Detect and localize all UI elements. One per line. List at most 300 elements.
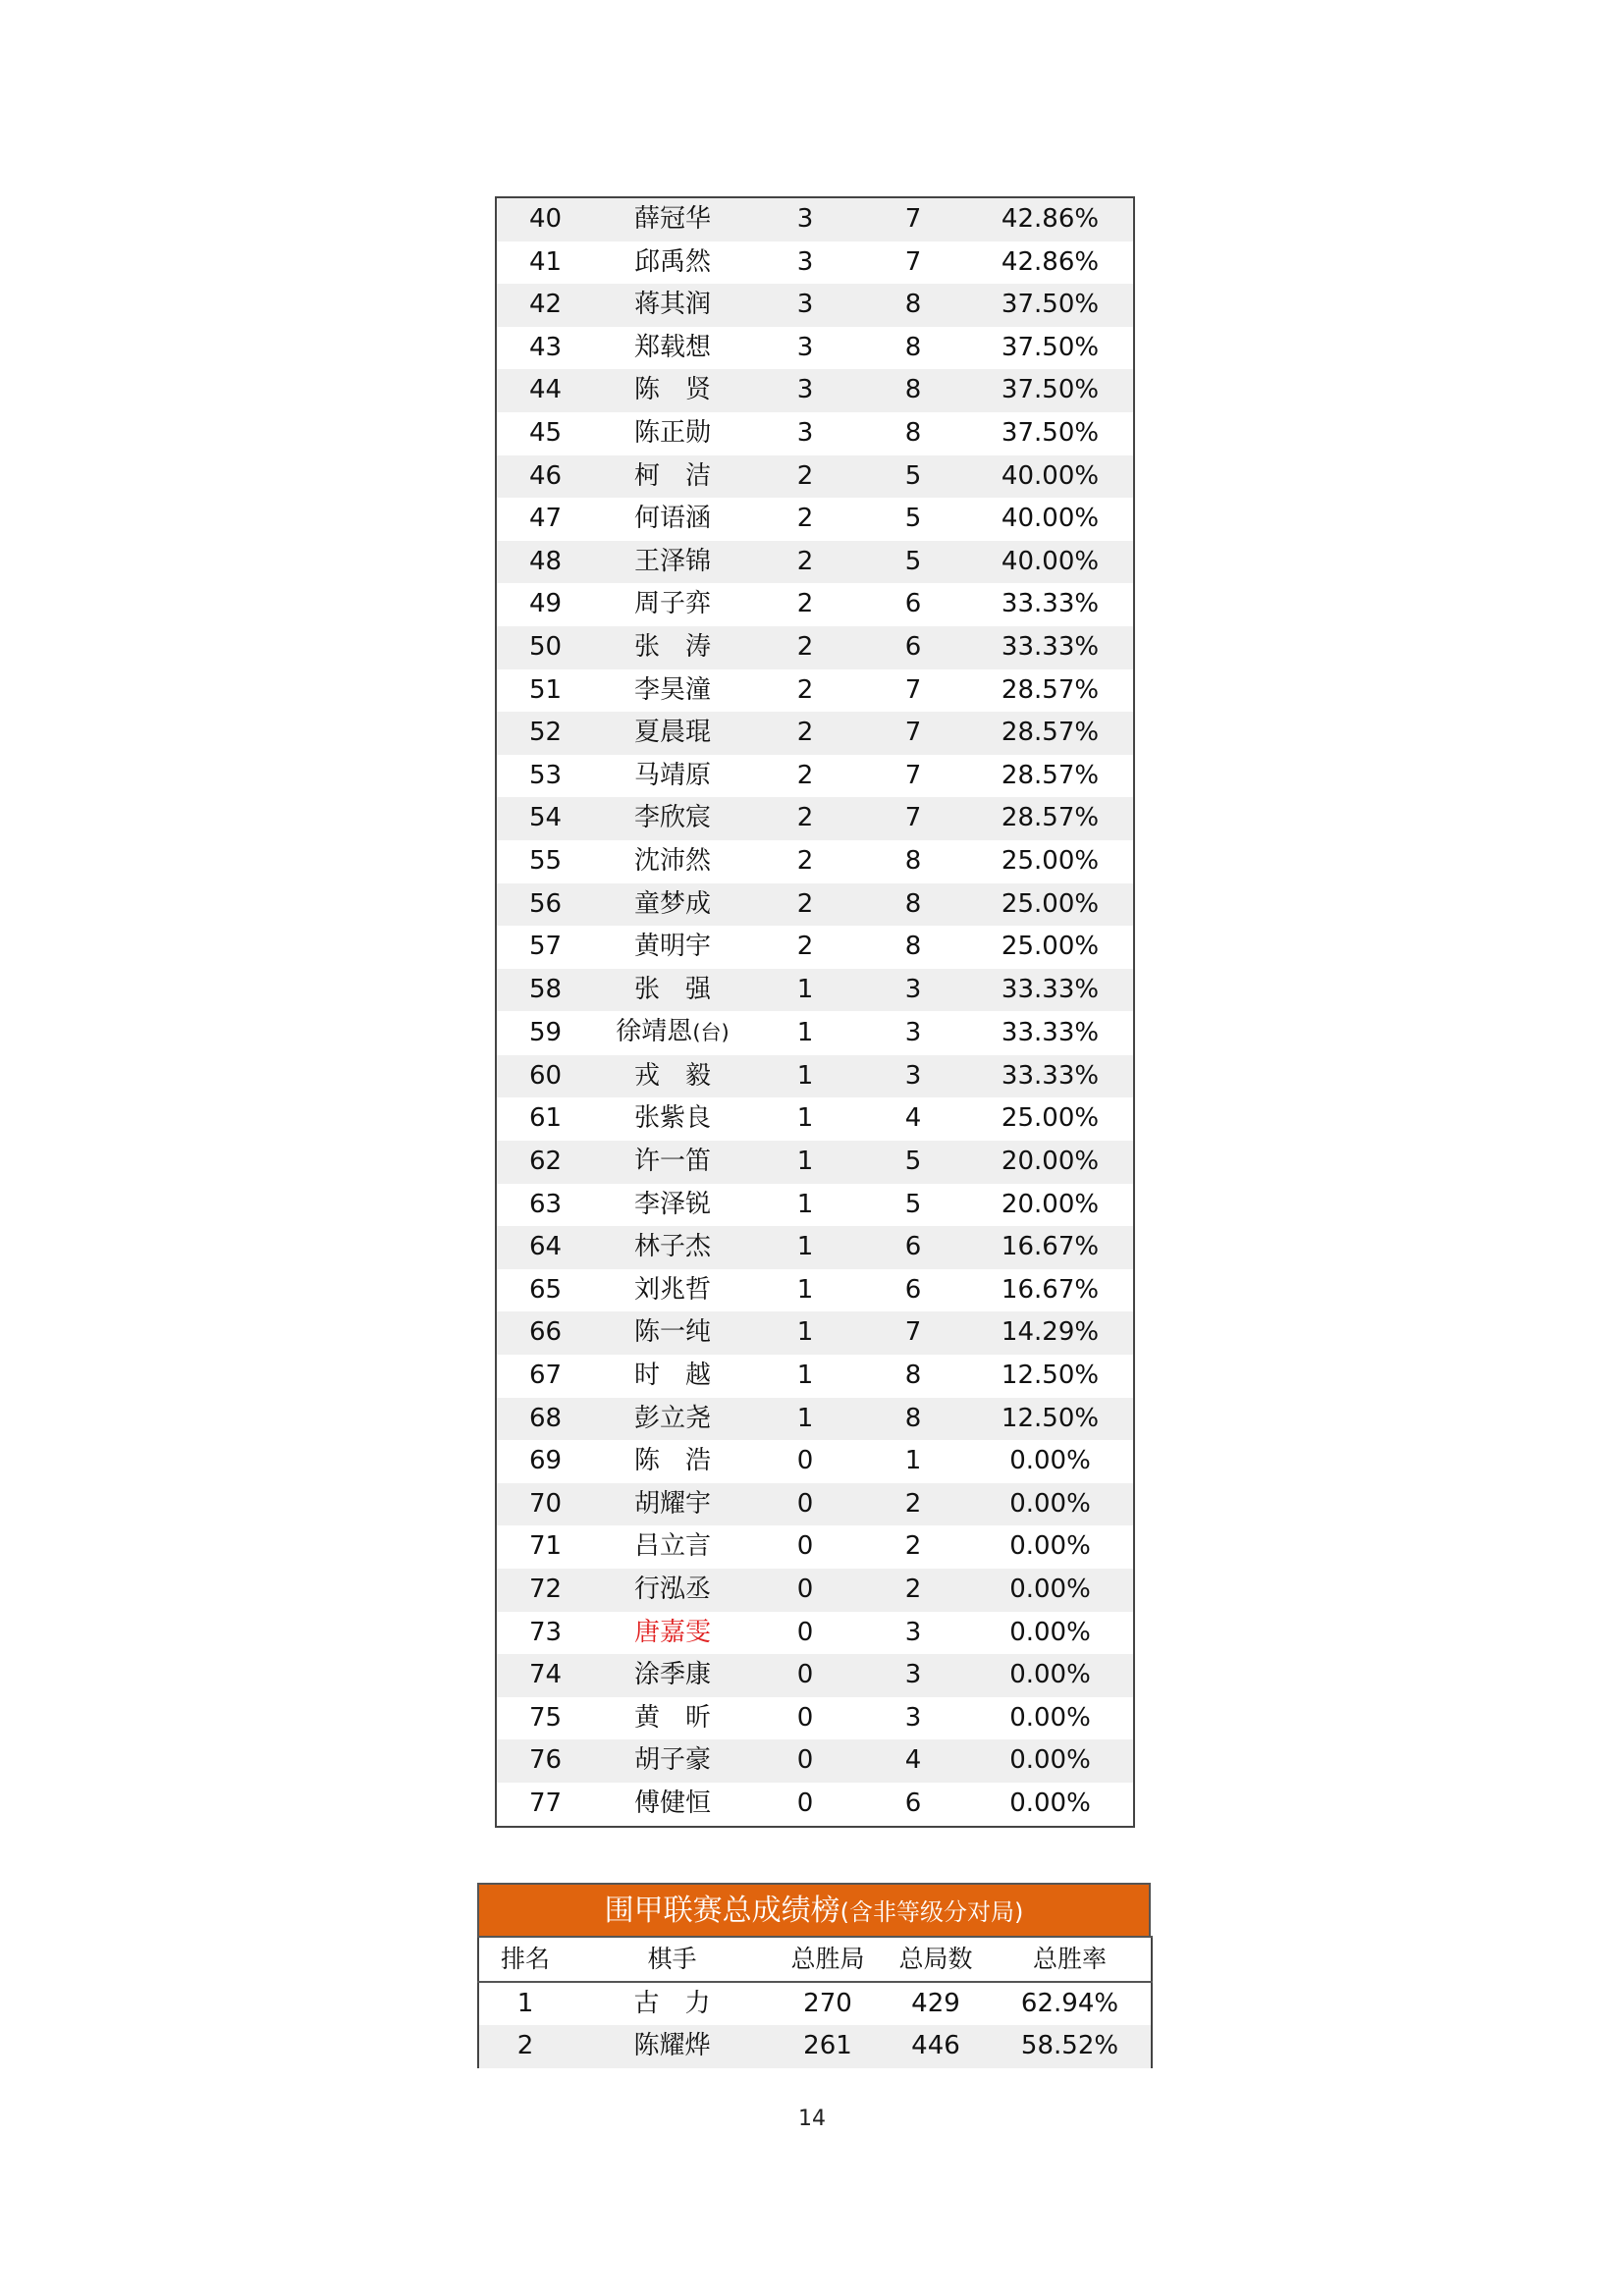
cell-rank: 2 xyxy=(478,2025,571,2068)
table-row xyxy=(496,1612,1134,1655)
cell-games xyxy=(859,583,967,626)
cell-rank-text: 47 xyxy=(528,504,563,534)
cell-rate xyxy=(967,712,1134,755)
cell-wins xyxy=(751,712,859,755)
table-row xyxy=(496,626,1134,669)
cell-wins-text: 0 xyxy=(796,1660,814,1690)
table-row xyxy=(496,1483,1134,1526)
cell-rate-text: 37.50% xyxy=(1001,417,1100,448)
cell-games-text: 6 xyxy=(904,631,922,662)
cell-wins xyxy=(751,1483,859,1526)
cell-player xyxy=(594,712,751,755)
cell-rank-text: 56 xyxy=(528,888,563,919)
cell-rank-text: 73 xyxy=(528,1617,563,1647)
cell-rate xyxy=(967,755,1134,798)
cell-rate xyxy=(967,1654,1134,1697)
cell-games-text: 5 xyxy=(904,1147,922,1177)
cell-player-text: 傅健恒 xyxy=(633,1788,711,1818)
cell-player xyxy=(594,1525,751,1569)
cell-player-text: 陈 贤 xyxy=(633,375,711,405)
cell-rank-text: 61 xyxy=(528,1103,563,1134)
cell-rate xyxy=(967,969,1134,1012)
cell-games-text: 1 xyxy=(904,1446,922,1476)
cell-player-text: 李泽锐 xyxy=(633,1189,711,1219)
cell-games xyxy=(859,755,967,798)
cell-rate-text: 37.50% xyxy=(1001,375,1100,405)
table-row xyxy=(496,1184,1134,1227)
cell-rank xyxy=(496,583,594,626)
cell-player-text: 陈正勋 xyxy=(633,417,711,448)
cell-wins-text: 2 xyxy=(796,803,814,833)
cell-games xyxy=(859,797,967,840)
cell-rank xyxy=(496,1525,594,1569)
cell-player xyxy=(594,541,751,584)
cell-player xyxy=(594,583,751,626)
cell-player-text: 李欣宸 xyxy=(633,803,711,833)
table-row xyxy=(496,1011,1134,1055)
cell-wins: 261 xyxy=(773,2025,883,2068)
cell-rank-text: 67 xyxy=(528,1361,563,1391)
cell-games: 446 xyxy=(883,2025,989,2068)
cell-games-text: 7 xyxy=(904,760,922,790)
cell-rank-text: 63 xyxy=(528,1189,563,1219)
cell-games xyxy=(859,669,967,713)
cell-player xyxy=(594,1697,751,1740)
cell-rank xyxy=(496,1269,594,1312)
cell-games xyxy=(859,1011,967,1055)
cell-player xyxy=(594,1055,751,1098)
cell-wins xyxy=(751,1141,859,1184)
cell-rank-text: 42 xyxy=(528,290,563,320)
cell-rank-text: 52 xyxy=(528,718,563,748)
region-tag: (台) xyxy=(692,1021,730,1045)
cell-rate xyxy=(967,1355,1134,1398)
cell-wins xyxy=(751,1697,859,1740)
cell-rank-text: 58 xyxy=(528,974,563,1004)
cell-rate-text: 25.00% xyxy=(1001,845,1100,876)
cell-wins-text: 3 xyxy=(796,246,814,277)
cell-games-text: 7 xyxy=(904,1317,922,1348)
cell-rate xyxy=(967,1612,1134,1655)
cell-games xyxy=(859,1398,967,1441)
cell-wins xyxy=(751,1398,859,1441)
cell-wins xyxy=(751,369,859,412)
cell-rank xyxy=(496,241,594,285)
cell-player-text: 彭立尧 xyxy=(633,1403,711,1433)
cell-wins xyxy=(751,1355,859,1398)
cell-wins xyxy=(751,1612,859,1655)
cell-player-text: 陈一纯 xyxy=(633,1317,711,1348)
cell-games-text: 7 xyxy=(904,674,922,705)
cell-games xyxy=(859,1739,967,1783)
cell-player xyxy=(594,1226,751,1269)
cell-wins-text: 0 xyxy=(796,1446,814,1476)
cell-games-text: 6 xyxy=(904,589,922,619)
cell-rank xyxy=(496,1055,594,1098)
cell-player xyxy=(594,1612,751,1655)
table-row xyxy=(496,197,1134,241)
cell-wins-text: 0 xyxy=(796,1745,814,1776)
cell-rate xyxy=(967,412,1134,455)
cell-games-text: 3 xyxy=(904,974,922,1004)
cell-rank-text: 45 xyxy=(528,417,563,448)
cell-rank-text: 40 xyxy=(528,204,563,234)
cell-rank xyxy=(496,669,594,713)
table-row xyxy=(496,1097,1134,1141)
cell-games xyxy=(859,1440,967,1483)
cell-rank-text: 66 xyxy=(528,1317,563,1348)
cell-games-text: 8 xyxy=(904,932,922,962)
cell-rank xyxy=(496,327,594,370)
cell-rank xyxy=(496,1355,594,1398)
cell-player-text: 薛冠华 xyxy=(633,204,711,234)
cell-rate xyxy=(967,1269,1134,1312)
cell-player-text: 周子弈 xyxy=(633,589,711,619)
table-row xyxy=(496,1355,1134,1398)
cell-games xyxy=(859,626,967,669)
cell-games-text: 8 xyxy=(904,375,922,405)
cell-wins-text: 2 xyxy=(796,674,814,705)
cell-wins xyxy=(751,412,859,455)
cell-rank-text: 64 xyxy=(528,1232,563,1262)
title-sub: (含非等级分对局) xyxy=(839,1898,1024,1926)
table-row xyxy=(496,583,1134,626)
cell-rate-text: 25.00% xyxy=(1001,888,1100,919)
cell-wins-text: 2 xyxy=(796,460,814,491)
table-row xyxy=(496,1226,1134,1269)
cell-games-text: 8 xyxy=(904,1403,922,1433)
cell-rank-text: 55 xyxy=(528,845,563,876)
table-header-row xyxy=(478,1937,1152,1982)
cell-wins xyxy=(751,883,859,927)
cell-games-text: 4 xyxy=(904,1103,922,1134)
table-row xyxy=(496,1398,1134,1441)
cell-rank xyxy=(496,626,594,669)
cell-games xyxy=(859,1184,967,1227)
cell-rate-text: 0.00% xyxy=(1009,1446,1091,1476)
cell-games xyxy=(859,412,967,455)
cell-rank xyxy=(496,926,594,969)
table-row xyxy=(478,1982,1152,2026)
cell-player: 古 力 xyxy=(571,1982,773,2026)
cell-player xyxy=(594,1141,751,1184)
cell-wins xyxy=(751,669,859,713)
cell-player-text: 柯 洁 xyxy=(633,460,711,491)
cell-games-text: 7 xyxy=(904,246,922,277)
cell-wins xyxy=(751,583,859,626)
cell-rate-text: 0.00% xyxy=(1009,1788,1091,1818)
cell-games-text: 6 xyxy=(904,1788,922,1818)
cell-rate-text: 0.00% xyxy=(1009,1488,1091,1519)
cell-player xyxy=(594,498,751,541)
cell-games-text: 5 xyxy=(904,460,922,491)
cell-rate-text: 0.00% xyxy=(1009,1660,1091,1690)
cell-player-text: 戎 毅 xyxy=(633,1060,711,1091)
cell-rate-text: 33.33% xyxy=(1001,1060,1100,1091)
header-wins: 总胜局 xyxy=(773,1937,883,1982)
cell-rank xyxy=(496,498,594,541)
cell-games xyxy=(859,840,967,883)
cell-rate-text: 40.00% xyxy=(1001,546,1100,576)
cell-rank: 1 xyxy=(478,1982,571,2026)
cell-player xyxy=(594,797,751,840)
cell-games xyxy=(859,1569,967,1612)
cell-player xyxy=(594,197,751,241)
table-row xyxy=(496,1783,1134,1827)
cell-wins-text: 1 xyxy=(796,1232,814,1262)
cell-rate xyxy=(967,1141,1134,1184)
cell-rate-text: 40.00% xyxy=(1001,504,1100,534)
cell-wins-text: 2 xyxy=(796,546,814,576)
cell-rank xyxy=(496,712,594,755)
table-row xyxy=(496,1055,1134,1098)
cell-wins-text: 1 xyxy=(796,1317,814,1348)
cell-games xyxy=(859,1525,967,1569)
cell-games xyxy=(859,1097,967,1141)
table-row xyxy=(496,1654,1134,1697)
cell-games xyxy=(859,1055,967,1098)
cell-rate: 62.94% xyxy=(989,1982,1152,2026)
cell-games xyxy=(859,1612,967,1655)
cell-player-text: 许一笛 xyxy=(633,1147,711,1177)
cell-rate xyxy=(967,541,1134,584)
cell-wins-text: 0 xyxy=(796,1617,814,1647)
cell-player-text: 唐嘉雯 xyxy=(633,1617,711,1647)
header-games: 总局数 xyxy=(883,1937,989,1982)
cell-rate-text: 0.00% xyxy=(1009,1531,1091,1562)
cell-games xyxy=(859,1654,967,1697)
cell-player-text: 胡耀宇 xyxy=(633,1488,711,1519)
cell-rank xyxy=(496,840,594,883)
cell-rank xyxy=(496,1569,594,1612)
cell-rank-text: 69 xyxy=(528,1446,563,1476)
cell-rank xyxy=(496,1739,594,1783)
cell-player xyxy=(594,883,751,927)
table-row xyxy=(496,284,1134,327)
cell-rank xyxy=(496,1011,594,1055)
cell-wins xyxy=(751,498,859,541)
cell-player xyxy=(594,455,751,499)
cell-wins-text: 3 xyxy=(796,417,814,448)
cell-wins-text: 2 xyxy=(796,845,814,876)
cell-games-text: 3 xyxy=(904,1060,922,1091)
cell-wins xyxy=(751,755,859,798)
cell-wins-text: 3 xyxy=(796,204,814,234)
cell-rank xyxy=(496,797,594,840)
cell-games xyxy=(859,498,967,541)
table-row xyxy=(496,840,1134,883)
cell-wins-text: 1 xyxy=(796,1403,814,1433)
cell-player xyxy=(594,669,751,713)
cell-rank xyxy=(496,1440,594,1483)
cell-wins-text: 0 xyxy=(796,1575,814,1604)
cell-rate xyxy=(967,626,1134,669)
cell-player-text: 张紫良 xyxy=(633,1103,711,1134)
cell-player-text: 沈沛然 xyxy=(633,845,711,876)
cell-wins-text: 0 xyxy=(796,1531,814,1562)
cell-rank-text: 44 xyxy=(528,375,563,405)
cell-games-text: 3 xyxy=(904,1017,922,1047)
cell-games-text: 7 xyxy=(904,204,922,234)
cell-wins xyxy=(751,1783,859,1827)
cell-player-text: 刘兆哲 xyxy=(633,1274,711,1305)
cell-rank-text: 51 xyxy=(528,674,563,705)
cell-rate xyxy=(967,1783,1134,1827)
cell-rate xyxy=(967,327,1134,370)
cell-rate xyxy=(967,1440,1134,1483)
cell-wins-text: 0 xyxy=(796,1488,814,1519)
cell-rank xyxy=(496,284,594,327)
cell-wins-text: 1 xyxy=(796,1103,814,1134)
cell-games xyxy=(859,369,967,412)
cell-games xyxy=(859,541,967,584)
cell-rank-text: 54 xyxy=(528,803,563,833)
cell-rank-text: 48 xyxy=(528,546,563,576)
cell-games-text: 3 xyxy=(904,1702,922,1733)
cell-player-text: 时 越 xyxy=(633,1361,711,1391)
cell-wins xyxy=(751,1011,859,1055)
cell-games-text: 2 xyxy=(904,1531,922,1562)
cell-wins xyxy=(751,1525,859,1569)
cell-games-text: 8 xyxy=(904,888,922,919)
cell-wins-text: 2 xyxy=(796,718,814,748)
cell-player-text: 蒋其润 xyxy=(633,290,711,320)
cell-rate-text: 20.00% xyxy=(1001,1189,1100,1219)
cell-player-text: 行泓丞 xyxy=(633,1575,711,1604)
cell-rate-text: 40.00% xyxy=(1001,460,1100,491)
cell-player xyxy=(594,1269,751,1312)
cell-player xyxy=(594,1097,751,1141)
table-row xyxy=(496,369,1134,412)
cell-games xyxy=(859,926,967,969)
cell-games-text: 7 xyxy=(904,718,922,748)
cell-player-text: 王泽锦 xyxy=(633,546,711,576)
cell-player xyxy=(594,1355,751,1398)
cell-wins-text: 2 xyxy=(796,631,814,662)
title-main: 围甲联赛总成绩榜 xyxy=(604,1894,840,1928)
cell-player xyxy=(594,1398,751,1441)
cell-games: 429 xyxy=(883,1982,989,2026)
overall-standings-section xyxy=(477,1883,1151,2068)
cell-wins xyxy=(751,840,859,883)
cell-player-text: 吕立言 xyxy=(633,1531,711,1562)
cell-rank-text: 60 xyxy=(528,1060,563,1091)
table-row xyxy=(496,327,1134,370)
cell-rank xyxy=(496,1654,594,1697)
cell-rate-text: 37.50% xyxy=(1001,332,1100,362)
cell-rate: 58.52% xyxy=(989,2025,1152,2068)
cell-rate-text: 25.00% xyxy=(1001,932,1100,962)
cell-rank-text: 62 xyxy=(528,1147,563,1177)
cell-games-text: 8 xyxy=(904,290,922,320)
standings-table-body xyxy=(496,197,1134,1827)
cell-rate-text: 0.00% xyxy=(1009,1745,1091,1776)
cell-rate xyxy=(967,1184,1134,1227)
cell-games xyxy=(859,1311,967,1355)
cell-player xyxy=(594,412,751,455)
cell-player-text: 童梦成 xyxy=(633,888,711,919)
cell-wins xyxy=(751,797,859,840)
cell-player xyxy=(594,840,751,883)
cell-rate-text: 42.86% xyxy=(1001,246,1100,277)
cell-wins-text: 2 xyxy=(796,932,814,962)
cell-rate-text: 28.57% xyxy=(1001,803,1100,833)
cell-games xyxy=(859,241,967,285)
cell-rate-text: 0.00% xyxy=(1009,1575,1091,1604)
cell-wins-text: 1 xyxy=(796,1060,814,1091)
cell-games-text: 7 xyxy=(904,803,922,833)
cell-rank xyxy=(496,412,594,455)
cell-rate xyxy=(967,1483,1134,1526)
table-row xyxy=(496,455,1134,499)
table-row xyxy=(496,797,1134,840)
cell-player xyxy=(594,755,751,798)
cell-rate-text: 25.00% xyxy=(1001,1103,1100,1134)
cell-player-text: 胡子豪 xyxy=(633,1745,711,1776)
cell-player xyxy=(594,626,751,669)
cell-wins xyxy=(751,284,859,327)
cell-games xyxy=(859,1141,967,1184)
cell-wins xyxy=(751,1440,859,1483)
cell-rate xyxy=(967,1226,1134,1269)
cell-games-text: 8 xyxy=(904,417,922,448)
cell-rank-text: 57 xyxy=(528,932,563,962)
cell-wins xyxy=(751,197,859,241)
cell-rate xyxy=(967,241,1134,285)
cell-games-text: 8 xyxy=(904,1361,922,1391)
cell-rank-text: 75 xyxy=(528,1702,563,1733)
cell-rate xyxy=(967,797,1134,840)
cell-games xyxy=(859,327,967,370)
cell-rate-text: 33.33% xyxy=(1001,1017,1100,1047)
cell-games-text: 6 xyxy=(904,1274,922,1305)
cell-rate xyxy=(967,1525,1134,1569)
table-row xyxy=(496,1311,1134,1355)
standings-table-continued xyxy=(495,196,1135,1828)
cell-rank-text: 76 xyxy=(528,1745,563,1776)
cell-games xyxy=(859,1269,967,1312)
cell-wins xyxy=(751,1569,859,1612)
cell-rate xyxy=(967,1398,1134,1441)
table-row xyxy=(496,1739,1134,1783)
cell-rank-text: 65 xyxy=(528,1274,563,1305)
cell-rate-text: 12.50% xyxy=(1001,1403,1100,1433)
cell-rank-text: 77 xyxy=(528,1788,563,1818)
cell-rate xyxy=(967,883,1134,927)
cell-rate-text: 16.67% xyxy=(1001,1274,1100,1305)
cell-rank-text: 71 xyxy=(528,1531,563,1562)
cell-wins-text: 3 xyxy=(796,290,814,320)
cell-rate xyxy=(967,669,1134,713)
table-row xyxy=(478,2025,1152,2068)
cell-player xyxy=(594,1311,751,1355)
cell-wins-text: 2 xyxy=(796,888,814,919)
table-row xyxy=(496,883,1134,927)
cell-player xyxy=(594,327,751,370)
cell-wins xyxy=(751,1739,859,1783)
cell-rate-text: 0.00% xyxy=(1009,1702,1091,1733)
cell-rate-text: 14.29% xyxy=(1001,1317,1100,1348)
cell-rate-text: 20.00% xyxy=(1001,1147,1100,1177)
cell-rate xyxy=(967,1569,1134,1612)
cell-wins xyxy=(751,1654,859,1697)
cell-player-text: 邱禹然 xyxy=(633,246,711,277)
cell-player xyxy=(594,1184,751,1227)
cell-rank xyxy=(496,369,594,412)
cell-rate-text: 33.33% xyxy=(1001,631,1100,662)
cell-rank-text: 53 xyxy=(528,760,563,790)
cell-rate xyxy=(967,284,1134,327)
